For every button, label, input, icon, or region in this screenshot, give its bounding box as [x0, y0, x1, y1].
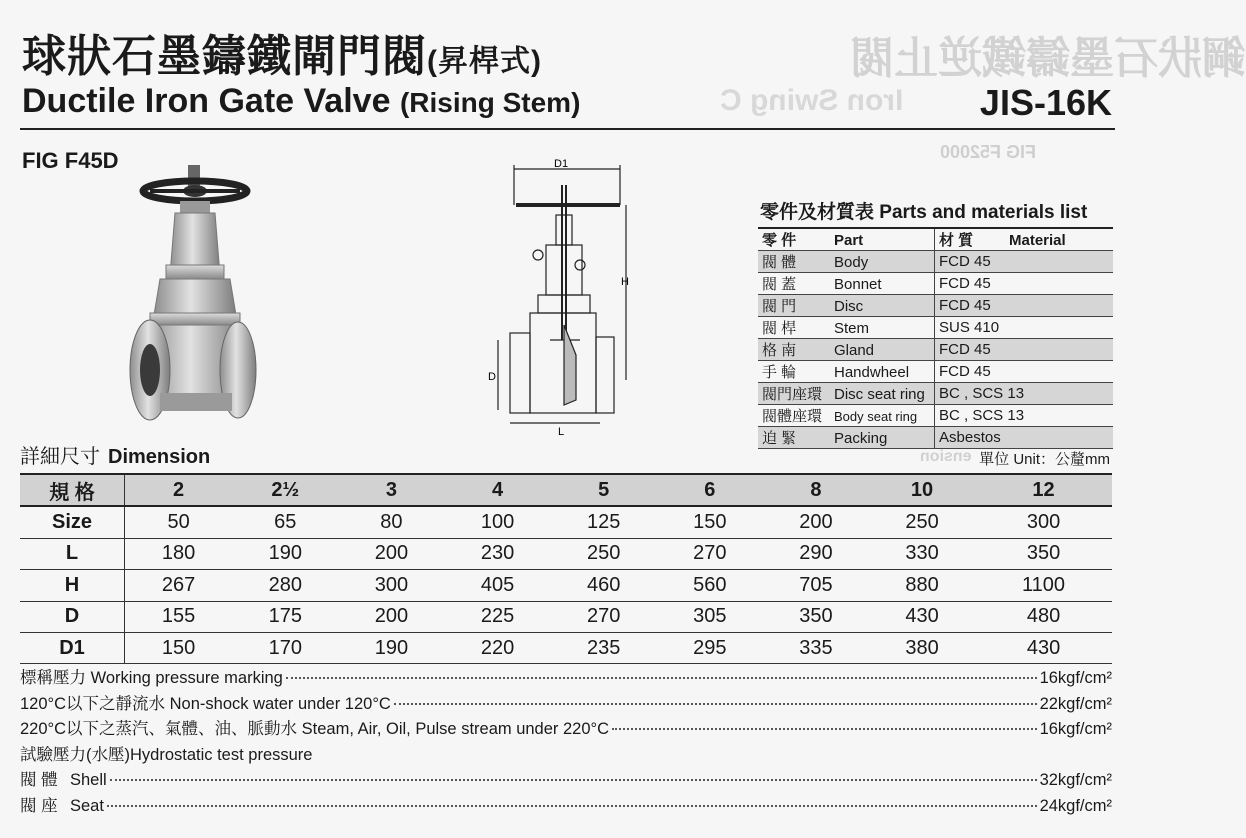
size-inch: 3 [338, 474, 444, 506]
dimension-header-label: 規 格 [20, 474, 125, 506]
part-material: BC , SCS 13 [935, 405, 1114, 427]
part-material: FCD 45 [935, 295, 1114, 317]
table-cell: 1100 [975, 570, 1112, 601]
table-cell: 295 [657, 632, 763, 663]
parts-table [758, 229, 1113, 449]
note-label: Seat [70, 796, 104, 815]
note-label: Shell [70, 771, 107, 790]
part-en: Body seat ring [834, 409, 918, 424]
part-cn: 閥 體 [762, 254, 797, 271]
table-row [758, 427, 1113, 449]
title-en-main: Ductile Iron Gate Valve [22, 82, 391, 120]
parts-header-material [935, 229, 1114, 251]
table-cell: 350 [763, 601, 869, 632]
note-label-cn: 閥 座 [20, 796, 58, 815]
table-cell: 460 [551, 570, 657, 601]
table-cell: 180 [125, 538, 233, 569]
unit-label: 單位 Unit：公釐mm [979, 451, 1110, 468]
table-row [758, 361, 1113, 383]
note-shell [20, 766, 1112, 792]
part-en: Gland [834, 342, 875, 359]
table-cell: 175 [232, 601, 338, 632]
table-cell: 250 [869, 506, 975, 538]
dimension-header-row [20, 474, 1112, 506]
table-cell: 150 [657, 506, 763, 538]
note-value: 32kgf/cm² [1039, 771, 1112, 790]
note-label: 試驗壓力(水壓)Hydrostatic test pressure [20, 745, 313, 764]
table-cell: 200 [763, 506, 869, 538]
leader-dots [110, 779, 1037, 781]
title-cn-main: 球狀石墨鑄鐵閘門閥 [22, 32, 427, 81]
valve-section-drawing [480, 155, 650, 445]
table-cell: 300 [338, 570, 444, 601]
part-en: Packing [834, 430, 888, 447]
row-label: D [20, 601, 125, 632]
table-cell: 290 [763, 538, 869, 569]
label-h: H [621, 276, 629, 288]
note-working-pressure [20, 664, 1112, 690]
part-cn: 閥 蓋 [762, 276, 797, 293]
note-seat [20, 792, 1112, 818]
material-header-en: Material [1009, 232, 1066, 249]
table-cell: 880 [869, 570, 975, 601]
table-cell: 350 [975, 538, 1112, 569]
table-cell: 150 [125, 632, 233, 663]
table-cell: 267 [125, 570, 233, 601]
part-en: Disc seat ring [834, 386, 925, 403]
part-material: SUS 410 [935, 317, 1114, 339]
table-cell: 480 [975, 601, 1112, 632]
leader-dots [286, 677, 1037, 679]
row-label: D1 [20, 632, 125, 663]
table-cell: 705 [763, 570, 869, 601]
material-header-cn: 材 質 [939, 232, 974, 249]
table-cell: 430 [975, 632, 1112, 663]
part-material: FCD 45 [935, 361, 1114, 383]
table-row [758, 295, 1113, 317]
ghost-subtitle: Iron Swing C [720, 84, 904, 117]
table-cell: 190 [232, 538, 338, 569]
part-cn: 閥 門 [762, 298, 797, 315]
row-label: Size [20, 506, 125, 538]
pressure-notes [20, 664, 1112, 818]
part-en: Stem [834, 320, 870, 337]
table-cell: 270 [551, 601, 657, 632]
table-cell: 125 [551, 506, 657, 538]
table-row [758, 251, 1113, 273]
size-inch: 12 [975, 474, 1112, 506]
figure-number: FIG F45D [22, 148, 119, 173]
table-row [20, 632, 1112, 663]
dimension-label-cn: 詳細尺寸 [20, 446, 100, 468]
table-cell: 50 [125, 506, 233, 538]
size-inch: 6 [657, 474, 763, 506]
part-header-en: Part [834, 232, 864, 249]
table-cell: 335 [763, 632, 869, 663]
part-material: FCD 45 [935, 251, 1114, 273]
part-material: BC , SCS 13 [935, 383, 1114, 405]
page-title-en [22, 82, 580, 121]
table-cell: 270 [657, 538, 763, 569]
table-cell: 220 [444, 632, 550, 663]
table-row [758, 405, 1113, 427]
table-cell: 225 [444, 601, 550, 632]
note-value: 16kgf/cm² [1039, 720, 1112, 739]
parts-materials-list [758, 195, 1113, 449]
label-l: L [558, 426, 565, 438]
size-inch: 2½ [232, 474, 338, 506]
part-cn: 閥體座環 [762, 408, 823, 425]
part-material: Asbestos [935, 427, 1114, 449]
note-label: 220°C以下之蒸汽、氣體、油、脈動水 Steam, Air, Oil, Pulse stream under 220°C [20, 720, 610, 739]
size-inch: 8 [763, 474, 869, 506]
table-cell: 230 [444, 538, 550, 569]
table-row [758, 273, 1113, 295]
standard-label: JIS-16K [979, 82, 1112, 123]
table-cell: 155 [125, 601, 233, 632]
table-row [758, 317, 1113, 339]
note-label: 120°C以下之靜流水 Non-shock water under 120°C [20, 694, 391, 713]
note-label: 標稱壓力 Working pressure marking [20, 669, 283, 687]
table-row [20, 601, 1112, 632]
dimension-table [20, 473, 1112, 664]
valve-photo [120, 165, 270, 430]
leader-dots [612, 728, 1037, 730]
title-cn-sub: (昇桿式) [427, 45, 542, 78]
table-cell: 100 [444, 506, 550, 538]
table-cell: 250 [551, 538, 657, 569]
dimension-label-en: Dimension [108, 446, 211, 468]
ghost-fig: FIG F52000 [940, 142, 1037, 162]
part-en: Body [834, 254, 869, 271]
table-cell: 280 [232, 570, 338, 601]
size-inch: 5 [551, 474, 657, 506]
table-cell: 405 [444, 570, 550, 601]
parts-title: 零件及材質表 Parts and materials list [758, 195, 1113, 229]
part-material: FCD 45 [935, 273, 1114, 295]
table-cell: 300 [975, 506, 1112, 538]
part-cn: 閥 桿 [762, 320, 797, 337]
table-cell: 305 [657, 601, 763, 632]
table-cell: 200 [338, 601, 444, 632]
table-cell: 235 [551, 632, 657, 663]
size-inch: 10 [869, 474, 975, 506]
ghost-title: 鋼狀石墨鑄鐵逆止閥 [850, 34, 1246, 83]
table-cell: 65 [232, 506, 338, 538]
row-label: L [20, 538, 125, 569]
leader-dots [394, 703, 1037, 705]
ghost-dim: ension [920, 448, 972, 465]
part-en: Bonnet [834, 276, 882, 293]
title-divider [20, 128, 1115, 130]
parts-header-part [758, 229, 935, 251]
part-header-cn: 零 件 [762, 232, 797, 249]
table-cell: 560 [657, 570, 763, 601]
table-cell: 330 [869, 538, 975, 569]
note-steam [20, 715, 1112, 741]
note-value: 16kgf/cm² [1039, 669, 1112, 687]
table-cell: 190 [338, 632, 444, 663]
table-row [20, 570, 1112, 601]
part-cn: 閥門座環 [762, 386, 823, 403]
part-cn: 手 輪 [762, 364, 797, 381]
part-cn: 迫 緊 [762, 430, 797, 447]
size-inch: 4 [444, 474, 550, 506]
table-row [20, 506, 1112, 538]
label-d: D [488, 371, 496, 383]
row-label: H [20, 570, 125, 601]
page-title-cn [22, 20, 542, 84]
part-material: FCD 45 [935, 339, 1114, 361]
table-cell: 430 [869, 601, 975, 632]
size-inch: 2 [125, 474, 233, 506]
part-cn: 格 南 [762, 342, 797, 359]
note-value: 24kgf/cm² [1039, 796, 1112, 815]
title-en-sub: (Rising Stem) [399, 87, 581, 118]
note-non-shock-water [20, 690, 1112, 716]
note-value: 22kgf/cm² [1039, 694, 1112, 713]
label-d1: D1 [554, 158, 569, 170]
part-en: Disc [834, 298, 864, 315]
dimension-label [20, 440, 210, 469]
table-cell: 200 [338, 538, 444, 569]
table-row [758, 339, 1113, 361]
leader-dots [107, 805, 1037, 807]
table-cell: 380 [869, 632, 975, 663]
table-row [758, 383, 1113, 405]
note-label-cn: 閥 體 [20, 771, 58, 790]
note-hydrostatic-test [20, 741, 1112, 767]
table-cell: 80 [338, 506, 444, 538]
table-cell: 170 [232, 632, 338, 663]
table-row [20, 538, 1112, 569]
parts-header-row [758, 229, 1113, 251]
part-en: Handwheel [834, 364, 910, 381]
